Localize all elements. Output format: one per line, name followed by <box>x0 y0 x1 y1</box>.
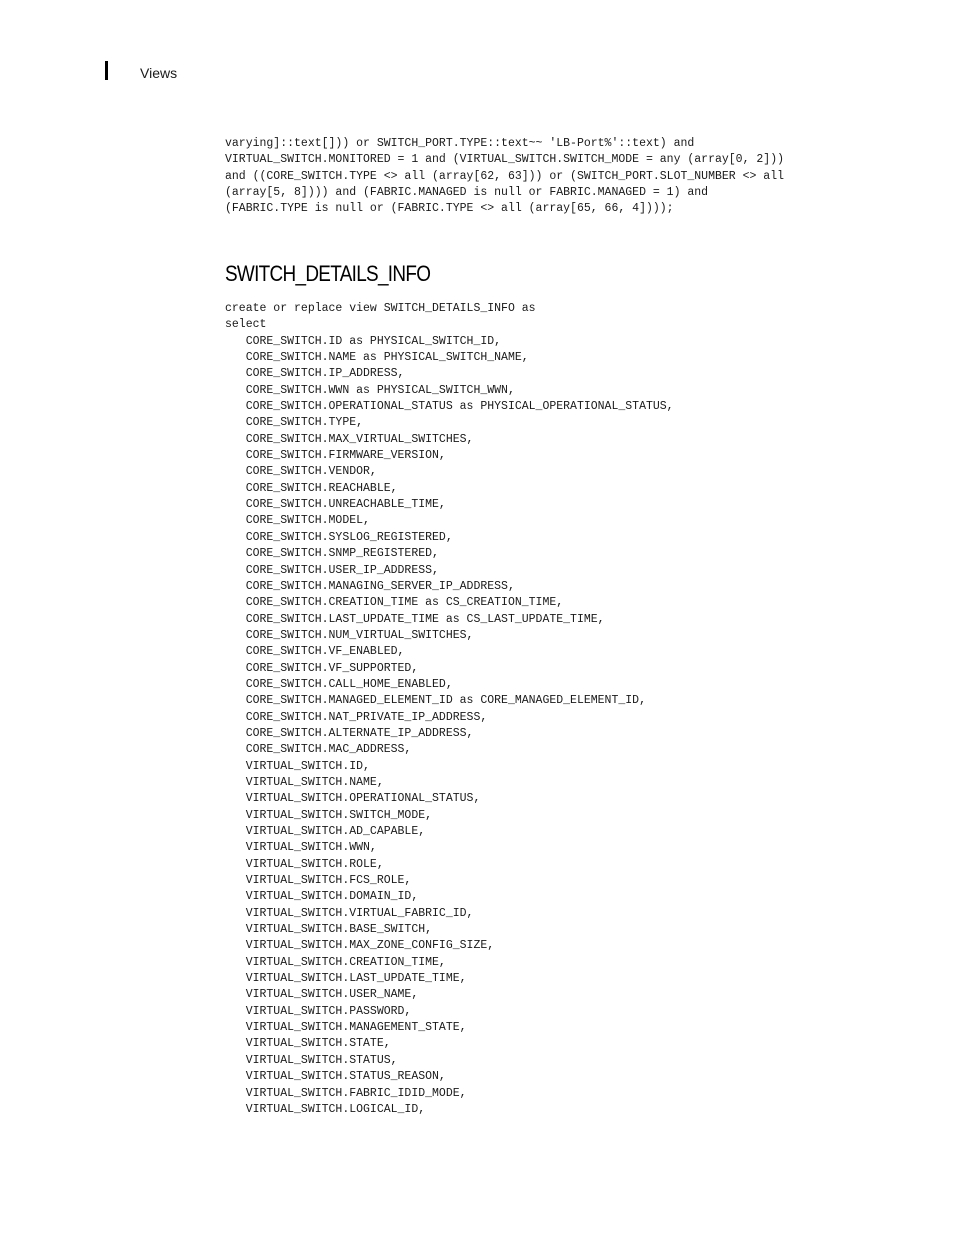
code-block-view-definition: create or replace view SWITCH_DETAILS_INFO as select CORE_SWITCH.ID as PHYSICAL_SWITCH_ID, CORE_SWITCH.NAME as PHYSICAL_SWITCH_NAME, CORE_SWITCH.IP_ADDRESS, CORE_SWITCH.WWN as PHYSICAL_SWITCH_WWN, CORE_SWITCH.OPERATIONAL_STATUS as PHYSICAL_OPERATIONAL_STATUS, CORE_SWITCH.TYPE, CORE_SWITCH.MAX_VIRTUAL_SWITCHES, CORE_SWITCH.FIRMWARE_VERSION, CORE_SWITCH.VENDOR, CORE_SWITCH.REACHABLE, CORE_SWITCH.UNREACHABLE_TIME, CORE_SWITCH.MODEL, CORE_SWITCH.SYSLOG_REGISTERED, CORE_SWITCH.SNMP_REGISTERED, CORE_SWITCH.USER_IP_ADDRESS, CORE_SWITCH.MANAGING_SERVER_IP_ADDRESS, CORE_SWITCH.CREATION_TIME as CS_CREATION_TIME, CORE_SWITCH.LAST_UPDATE_TIME as CS_LAST_UPDATE_TIME, CORE_SWITCH.NUM_VIRTUAL_SWITCHES, CORE_SWITCH.VF_ENABLED, CORE_SWITCH.VF_SUPPORTED, CORE_SWITCH.CALL_HOME_ENABLED, CORE_SWITCH.MANAGED_ELEMENT_ID as CORE_MANAGED_ELEMENT_ID, CORE_SWITCH.NAT_PRIVATE_IP_ADDRESS, CORE_SWITCH.ALTERNATE_IP_ADDRESS, CORE_SWITCH.MAC_ADDRESS, VIRTUAL_SWITCH.ID, VIRTUAL_SWITCH.NAME, VIRTUAL_SWITCH.OPERATIONAL_STATUS, VIRTUAL_SWITCH.SWITCH_MODE, VIRTUAL_SWITCH.AD_CAPABLE, VIRTUAL_SWITCH.WWN, VIRTUAL_SWITCH.ROLE, VIRTUAL_SWITCH.FCS_ROLE, VIRTUAL_SWITCH.DOMAIN_ID, VIRTUAL_SWITCH.VIRTUAL_FABRIC_ID, VIRTUAL_SWITCH.BASE_SWITCH, VIRTUAL_SWITCH.MAX_ZONE_CONFIG_SIZE, VIRTUAL_SWITCH.CREATION_TIME, VIRTUAL_SWITCH.LAST_UPDATE_TIME, VIRTUAL_SWITCH.USER_NAME, VIRTUAL_SWITCH.PASSWORD, VIRTUAL_SWITCH.MANAGEMENT_STATE, VIRTUAL_SWITCH.STATE, VIRTUAL_SWITCH.STATUS, VIRTUAL_SWITCH.STATUS_REASON, VIRTUAL_SWITCH.FABRIC_IDID_MODE, VIRTUAL_SWITCH.LOGICAL_ID, <box>225 302 674 1116</box>
section-title: SWITCH_DETAILS_INFO <box>225 261 431 286</box>
header-rule <box>105 61 108 80</box>
code-block-continuation: varying]::text[])) or SWITCH_PORT.TYPE::text~~ 'LB-Port%'::text) and VIRTUAL_SWITCH.MONITORED = 1 and (VIRTUAL_SWITCH.SWITCH_MODE = any (array[0, 2])) and ((CORE_SWITCH.TYPE <> all (array[62, 63])) or (SWITCH_PORT.SLOT_NUMBER <> all (array[5, 8]))) and (FABRIC.MANAGED is null or FABRIC.MANAGED = 1) and (FABRIC.TYPE is null or (FABRIC.TYPE <> all (array[65, 66, 4]))); <box>225 137 784 216</box>
running-header: Views <box>140 65 178 81</box>
